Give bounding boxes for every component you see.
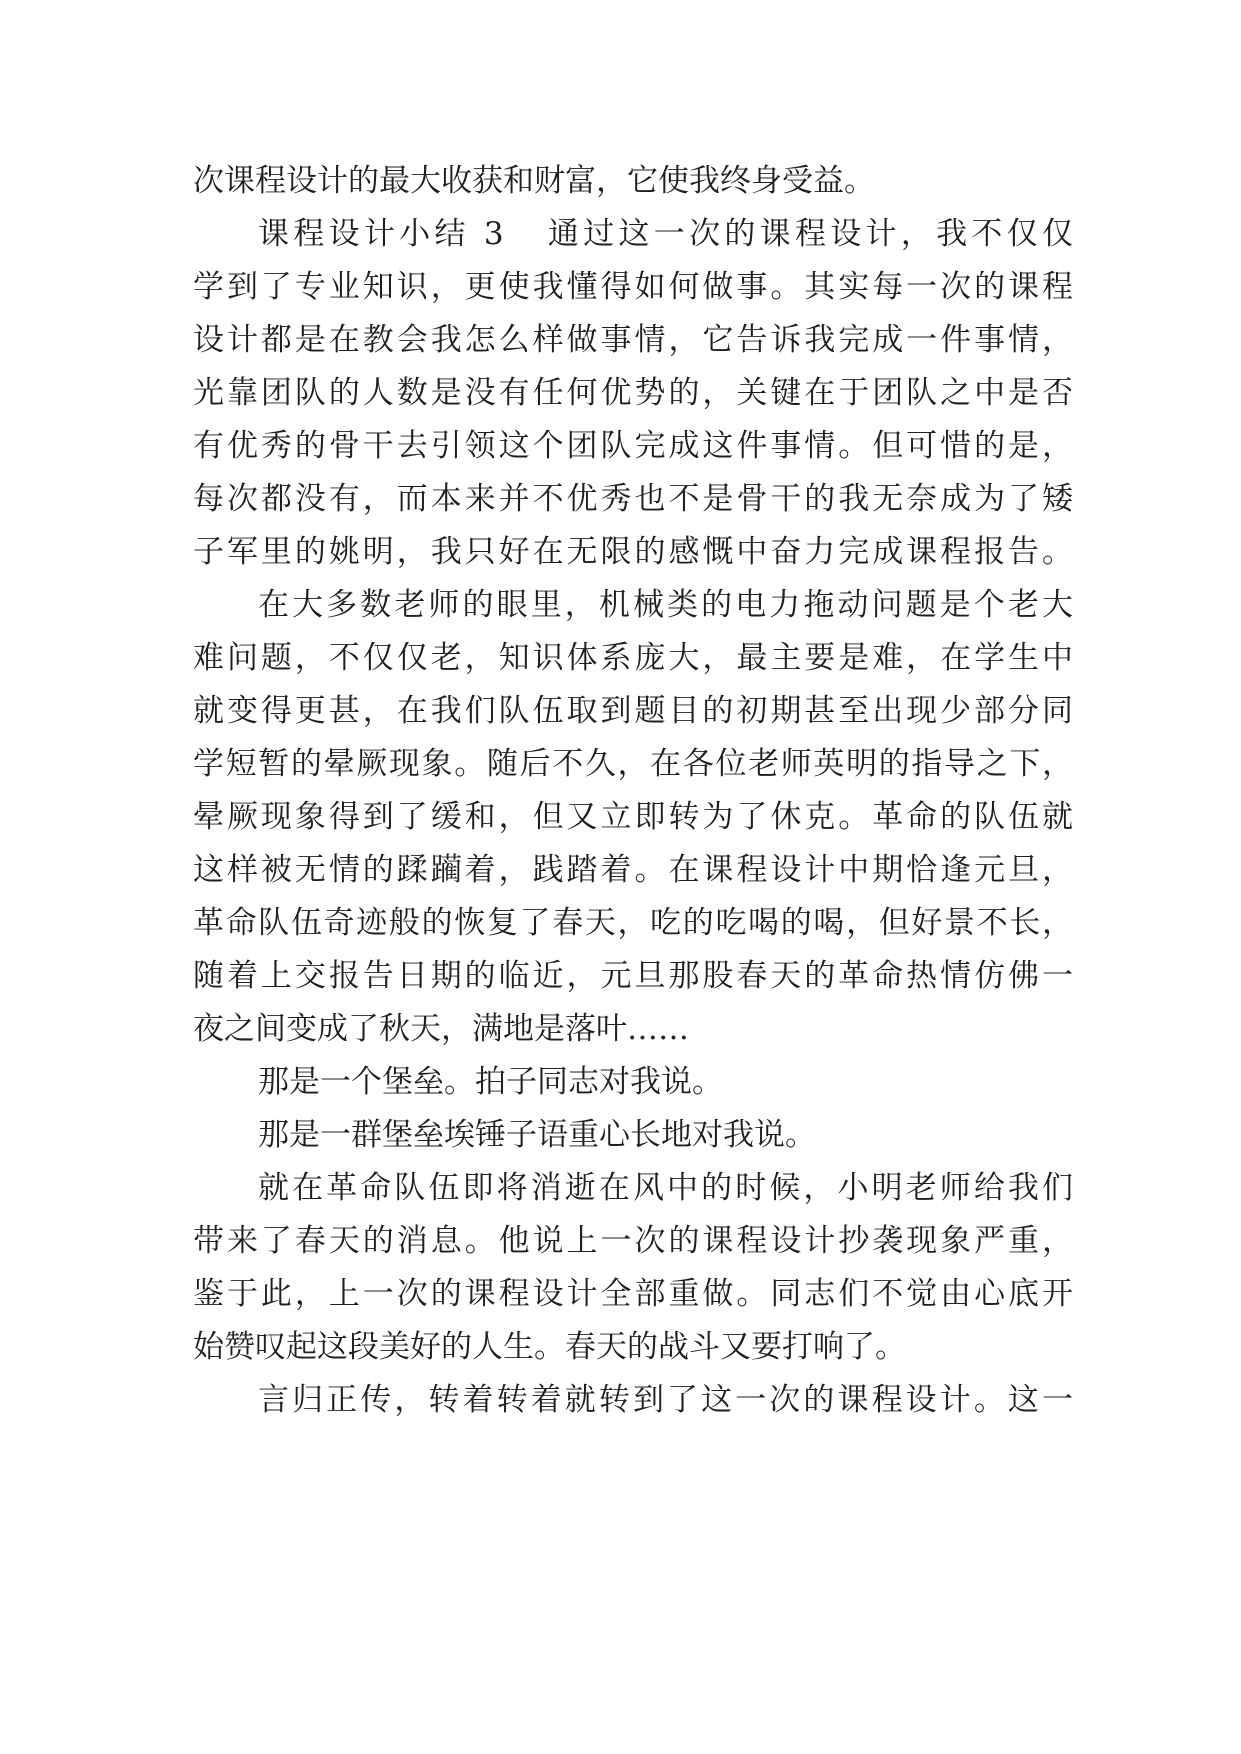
text-line: 言归正传，转着转着就转到了这一次的课程设计。这一: [258, 1382, 1073, 1418]
section-heading: 课程设计小结 3: [258, 216, 504, 252]
text-line: 始赞叹起这段美好的人生。春天的战斗又要打响了。: [193, 1329, 906, 1365]
text-line: 带来了春天的消息。他说上一次的课程设计抄袭现象严重，: [193, 1223, 1073, 1259]
text-line: 次课程设计的最大收获和财富，它使我终身受益。: [193, 163, 875, 199]
text-line: 随着上交报告日期的临近，元旦那股春天的革命热情仿佛一: [193, 958, 1073, 994]
text-line: 那是一个堡垒。拍子同志对我说。: [258, 1064, 723, 1100]
text-line: 就在革命队伍即将消逝在风中的时候，小明老师给我们: [258, 1170, 1073, 1206]
text-line: 就变得更甚，在我们队伍取到题目的初期甚至出现少部分同: [193, 693, 1073, 729]
section-heading-continuation: 通过这一次的课程设计，我不仅仅: [543, 216, 1074, 252]
text-line: 这样被无情的蹂躏着，践踏着。在课程设计中期恰逢元旦，: [193, 852, 1073, 888]
text-line: 学短暂的晕厥现象。随后不久，在各位老师英明的指导之下，: [193, 746, 1073, 782]
text-line: 夜之间变成了秋天，满地是落叶……: [193, 1011, 689, 1047]
text-line: 鉴于此，上一次的课程设计全部重做。同志们不觉由心底开: [193, 1276, 1073, 1312]
text-line: 在大多数老师的眼里，机械类的电力拖动问题是个老大: [258, 587, 1073, 623]
text-line: 革命队伍奇迹般的恢复了春天，吃的吃喝的喝，但好景不长，: [193, 905, 1073, 941]
text-line: [193, 208, 1073, 261]
text-line: 每次都没有，而本来并不优秀也不是骨干的我无奈成为了矮: [193, 481, 1073, 517]
text-line: 光靠团队的人数是没有任何优势的，关键在于团队之中是否: [193, 375, 1073, 411]
text-line: 学到了专业知识，更使我懂得如何做事。其实每一次的课程: [193, 269, 1073, 305]
body-text: [193, 155, 1073, 1427]
text-line: 那是一群堡垒埃锤子语重心长地对我说。: [258, 1117, 816, 1153]
text-line: 子军里的姚明，我只好在无限的感慨中奋力完成课程报告。: [193, 534, 1073, 570]
text-line: 设计都是在教会我怎么样做事情，它告诉我完成一件事情，: [193, 322, 1073, 358]
text-line: 有优秀的骨干去引领这个团队完成这件事情。但可惜的是，: [193, 428, 1073, 464]
text-line: 难问题，不仅仅老，知识体系庞大，最主要是难，在学生中: [193, 640, 1073, 676]
text-line: 晕厥现象得到了缓和，但又立即转为了休克。革命的队伍就: [193, 799, 1073, 835]
